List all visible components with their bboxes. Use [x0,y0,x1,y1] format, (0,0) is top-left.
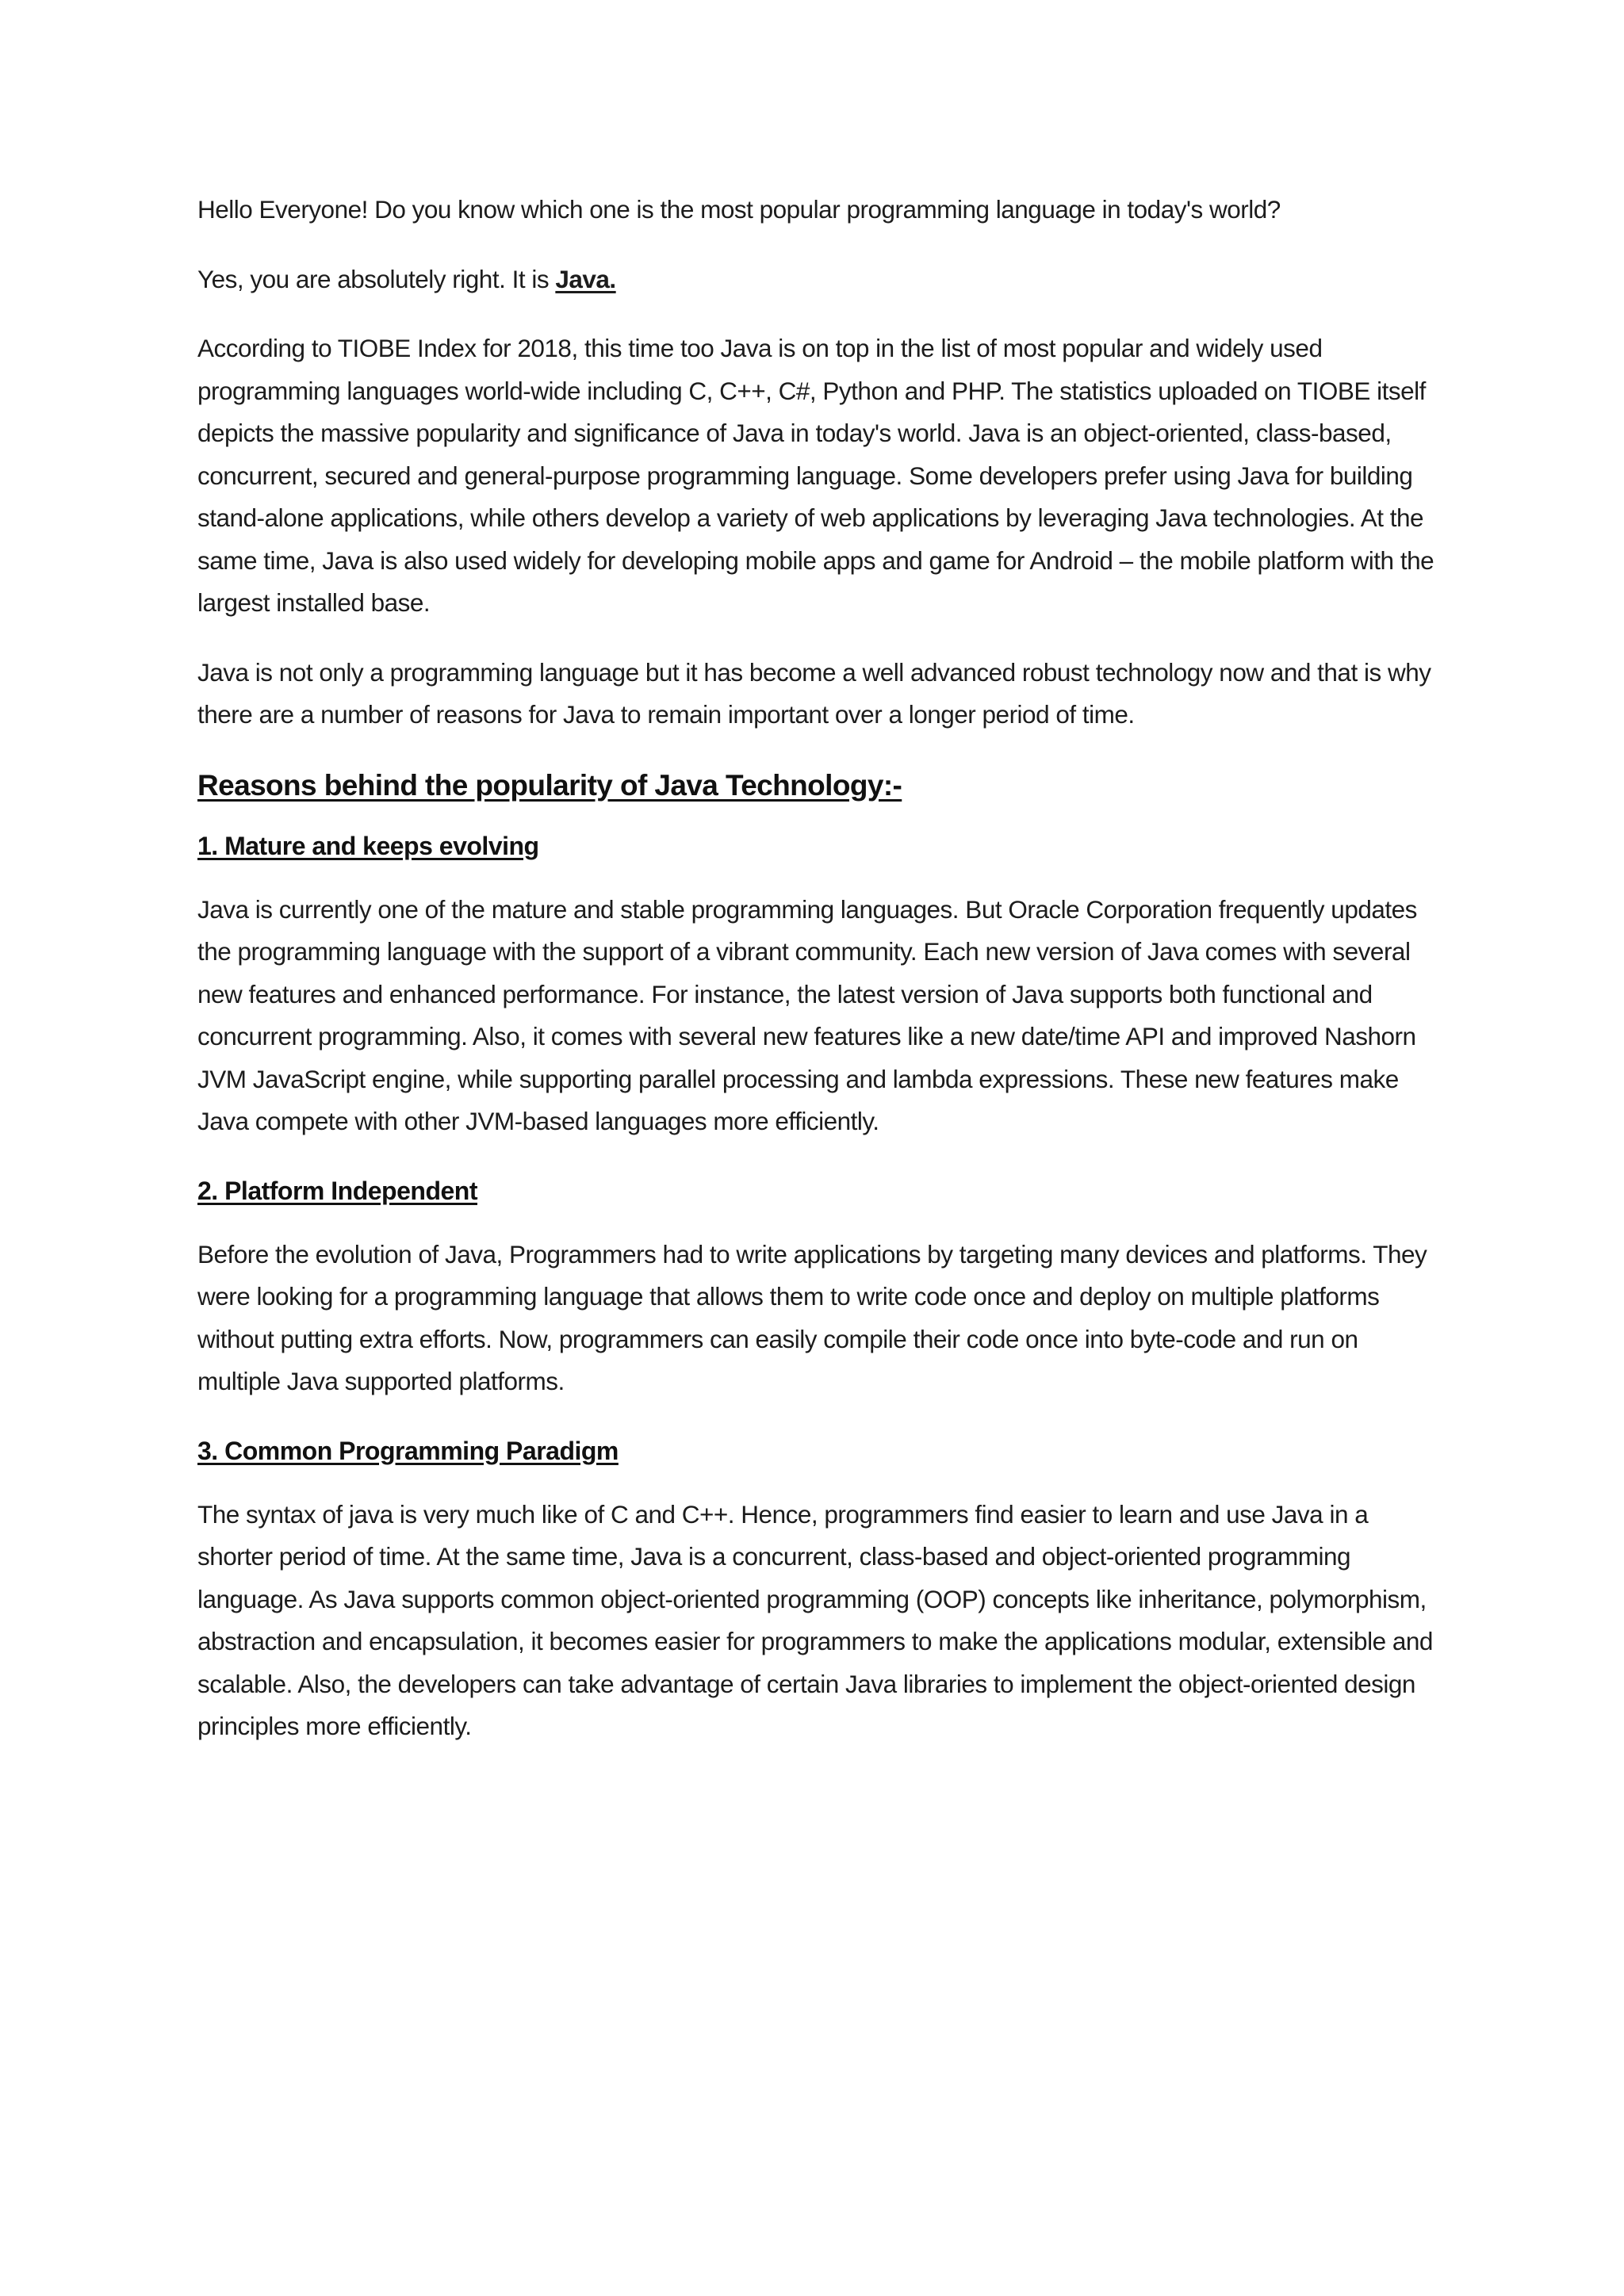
reason-3-body: The syntax of java is very much like of C and C++. Hence, programmers find easier to learn and use Java in a shorter period of time. At the same time, Java is a concurrent, class-based and object-oriented programming language. As Java supports common object-oriented programming (OOP) concepts like inheritance, polymorphism, abstraction and encapsulation, it becomes easier for programmers to make the applications modular, extensible and scalable. Also, the developers can take advantage of certain Java libraries to implement the object-oriented design principles more efficiently. [197,1499,1433,1740]
reason-3-title: 3. Common Programming Paradigm [197,1436,619,1465]
document-body [197,189,1446,1775]
reason-2-title: 2. Platform Independent [197,1176,477,1205]
intro-paragraph-2-text: Yes, you are absolutely right. It is [197,264,556,293]
intro-paragraph-3: According to TIOBE Index for 2018, this time too Java is on top in the list of most popular and widely used programming languages world-wide including C, C++, C#, Python and PHP. The statistics uploaded on TIOBE itself depicts the massive popularity and significance of Java in today's world. Java is an object-oriented, class-based, concurrent, secured and general-purpose programming language. Some developers prefer using Java for building stand-alone applications, while others develop a variety of web applications by leveraging Java technologies. At the same time, Java is also used widely for developing mobile apps and game for Android – the mobile platform with the largest installed base. [197,334,1434,617]
reason-1-title: 1. Mature and keeps evolving [197,831,539,860]
intro-paragraph-1: Hello Everyone! Do you know which one is the most popular programming language in today's world? [197,195,1281,224]
reason-2-body: Before the evolution of Java, Programmers had to write applications by targeting many devices and platforms. They were looking for a programming language that allows them to write code once and deploy on multiple platforms without putting extra efforts. Now, programmers can easily compile their code once into byte-code and run on multiple Java supported platforms. [197,1239,1427,1395]
intro-paragraph-4: Java is not only a programming language but it has become a well advanced robust technology now and that is why there are a number of reasons for Java to remain important over a longer period of time. [197,657,1431,729]
intro-paragraph-2 [197,258,1446,301]
section-heading: Reasons behind the popularity of Java Technology:- [197,768,902,802]
reason-1-body: Java is currently one of the mature and stable programming languages. But Oracle Corporation frequently updates the programming language with the support of a vibrant community. Each new version of Java comes with several new features and enhanced performance. For instance, the latest version of Java supports both functional and concurrent programming. Also, it comes with several new features like a new date/time API and improved Nashorn JVM JavaScript engine, while supporting parallel processing and lambda expressions. These new features make Java compete with other JVM-based languages more efficiently. [197,894,1417,1135]
java-emphasis: Java. [555,264,616,293]
